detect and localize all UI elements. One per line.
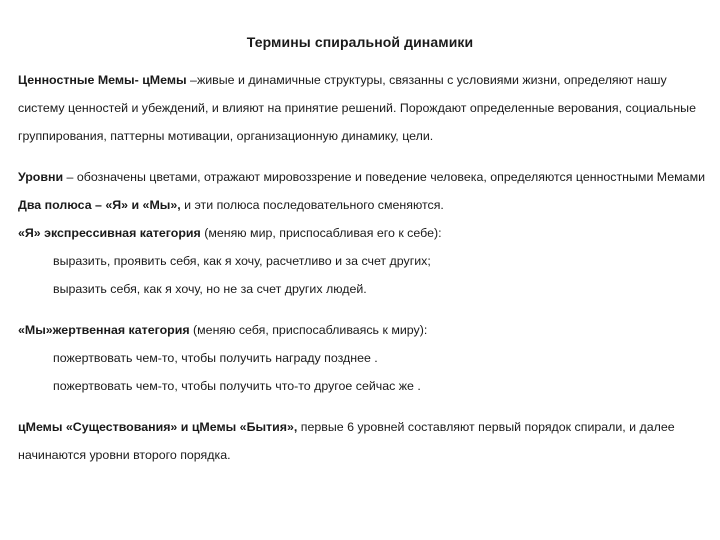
ya-term: «Я» экспрессивная категория <box>18 226 201 240</box>
my-item: пожертвовать чем-то, чтобы получить награду позднее . <box>53 351 378 365</box>
ya-item: выразить, проявить себя, как я хочу, расчетливо и за счет других; <box>53 254 431 268</box>
existence-text: первые 6 уровней составляют первый порядок спирали, и далее начинаются уровни второго порядка. <box>18 420 675 462</box>
poles-paragraph <box>18 191 706 219</box>
spacer <box>18 150 706 163</box>
my-paragraph <box>18 316 706 344</box>
levels-paragraph <box>18 163 706 191</box>
poles-term: Два полюса – «Я» и «Мы», <box>18 198 181 212</box>
my-term: «Мы»жертвенная категория <box>18 323 190 337</box>
levels-term: Уровни <box>18 170 64 184</box>
existence-term: цМемы «Существования» и цМемы «Бытия», <box>18 420 298 434</box>
document-body <box>18 66 706 469</box>
ya-text: (меняю мир, приспосабливая его к себе): <box>200 226 442 240</box>
ya-paragraph <box>18 219 706 247</box>
spacer <box>18 303 706 316</box>
levels-text: – обозначены цветами, отражают мировоззрение и поведение человека, определяются ценностными Мемами <box>63 170 706 184</box>
memes-term: Ценностные Мемы- цМемы <box>18 73 187 87</box>
memes-text: –живые и динамичные структуры, связанны с условиями жизни, определяют нашу систему ценностей и убеждений, и влияют на принятие решений. Порождают определенные верования, социальные группирования, паттерны мотивации, организационную динамику, цели. <box>18 73 696 143</box>
ya-item: выразить себя, как я хочу, но не за счет других людей. <box>53 282 367 296</box>
poles-text: и эти полюса последовательного сменяются. <box>180 198 444 212</box>
my-item: пожертвовать чем-то, чтобы получить что-то другое сейчас же . <box>53 379 421 393</box>
existence-paragraph <box>18 413 706 469</box>
spacer <box>18 400 706 413</box>
my-text: (меняю себя, приспосабливаясь к миру): <box>189 323 428 337</box>
memes-paragraph <box>18 66 706 150</box>
page-title: Термины спиральной динамики <box>246 34 474 50</box>
